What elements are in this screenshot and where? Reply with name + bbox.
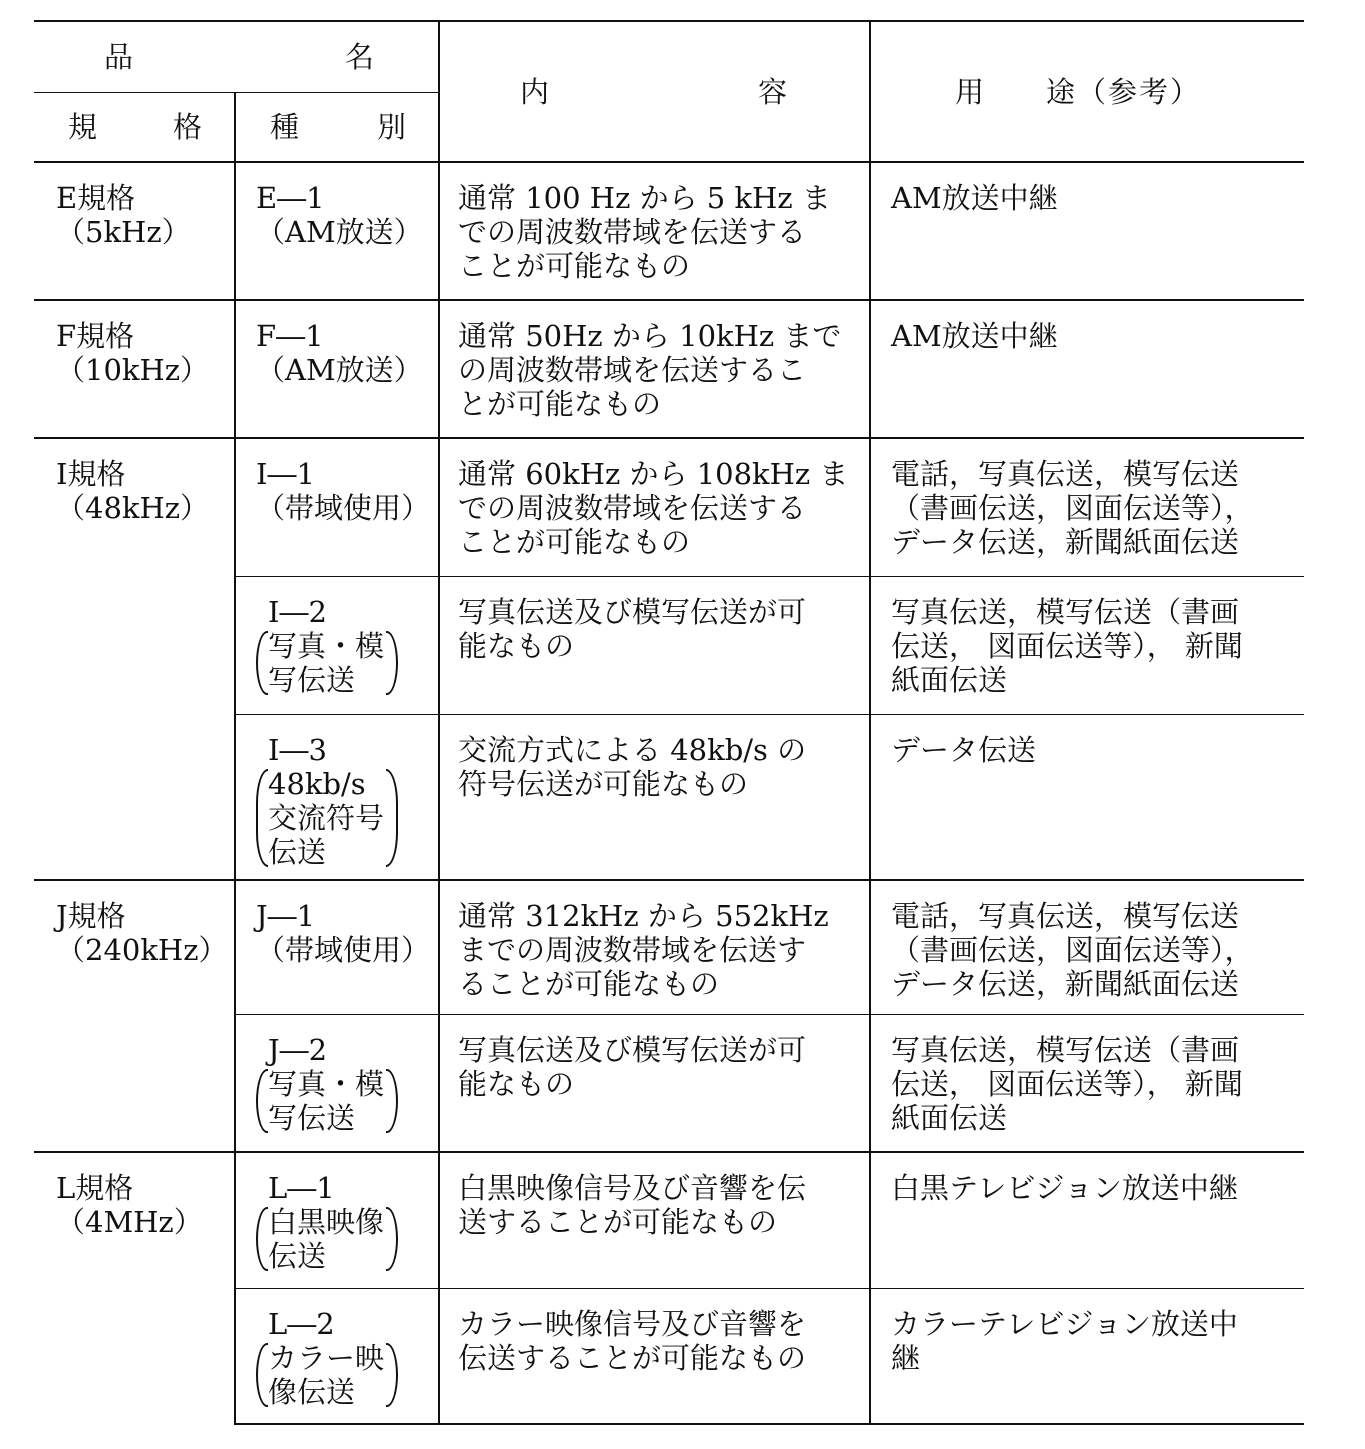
header-shubetsu: 種 別 xyxy=(235,93,439,163)
content-cell: 通常 312kHz から 552kHz までの周波数帯域を伝送す ることが可能なもの xyxy=(439,880,870,1014)
content-cell: カラー映像信号及び音響を 伝送することが可能なもの xyxy=(439,1288,870,1424)
use-cell: 写真伝送，模写伝送（書画 伝送， 図面伝送等）， 新聞 紙面伝送 xyxy=(870,576,1304,714)
type-cell: I―3 48kb/s 交流符号 伝送 xyxy=(235,714,439,880)
use-cell: 電話，写真伝送，模写伝送 （書画伝送，図面伝送等）， データ伝送，新聞紙面伝送 xyxy=(870,880,1304,1014)
content-cell: 通常 60kHz から 108kHz ま での周波数帯域を伝送する ことが可能なもの xyxy=(439,438,870,576)
use-cell: 白黒テレビジョン放送中継 xyxy=(870,1152,1304,1288)
std-cell: E規格 （5kHz） xyxy=(34,162,235,300)
std-cell: I規格 （48kHz） xyxy=(34,438,235,880)
header-kikaku: 規 格 xyxy=(68,110,204,144)
paren-group: 白黒映像 伝送 xyxy=(256,1205,398,1273)
type-cell: J―2 写真・模 写伝送 xyxy=(235,1014,439,1152)
type-cell: I―1 （帯域使用） xyxy=(235,438,439,576)
type-cell: F―1 （AM放送） xyxy=(235,300,439,438)
use-cell: データ伝送 xyxy=(870,714,1304,880)
content-cell: 通常 50Hz から 10kHz まで の周波数帯域を伝送するこ とが可能なもの xyxy=(439,300,870,438)
header-naiyou: 内 容 xyxy=(439,21,870,162)
content-cell: 写真伝送及び模写伝送が可 能なもの xyxy=(439,576,870,714)
content-cell: 写真伝送及び模写伝送が可 能なもの xyxy=(439,1014,870,1152)
content-cell: 交流方式による 48kb/s の 符号伝送が可能なもの xyxy=(439,714,870,880)
std-cell: F規格 （10kHz） xyxy=(34,300,235,438)
type-cell: I―2 写真・模 写伝送 xyxy=(235,576,439,714)
use-cell: AM放送中継 xyxy=(870,162,1304,300)
standards-table xyxy=(34,20,1304,1425)
use-cell: 電話，写真伝送，模写伝送 （書画伝送，図面伝送等）， データ伝送，新聞紙面伝送 xyxy=(870,438,1304,576)
type-cell: L―1 白黒映像 伝送 xyxy=(235,1152,439,1288)
use-cell: カラーテレビジョン放送中 継 xyxy=(870,1288,1304,1424)
paren-group: 写真・模 写伝送 xyxy=(256,1067,398,1135)
type-cell: E―1 （AM放送） xyxy=(235,162,439,300)
paren-group: カラー映 像伝送 xyxy=(256,1341,398,1409)
paren-group: 写真・模 写伝送 xyxy=(256,629,398,697)
use-cell: AM放送中継 xyxy=(870,300,1304,438)
header-hinmei: 品 名 xyxy=(34,21,439,93)
std-cell: J規格 （240kHz） xyxy=(34,880,235,1152)
header-yoto: 用 途（参考） xyxy=(870,21,1304,162)
use-cell: 写真伝送，模写伝送（書画 伝送， 図面伝送等）， 新聞 紙面伝送 xyxy=(870,1014,1304,1152)
content-cell: 通常 100 Hz から 5 kHz ま での周波数帯域を伝送する ことが可能なもの xyxy=(439,162,870,300)
paren-group: 48kb/s 交流符号 伝送 xyxy=(256,767,398,869)
content-cell: 白黒映像信号及び音響を伝 送することが可能なもの xyxy=(439,1152,870,1288)
std-cell: L規格 （4MHz） xyxy=(34,1152,235,1424)
type-cell: L―2 カラー映 像伝送 xyxy=(235,1288,439,1424)
type-cell: J―1 （帯域使用） xyxy=(235,880,439,1014)
